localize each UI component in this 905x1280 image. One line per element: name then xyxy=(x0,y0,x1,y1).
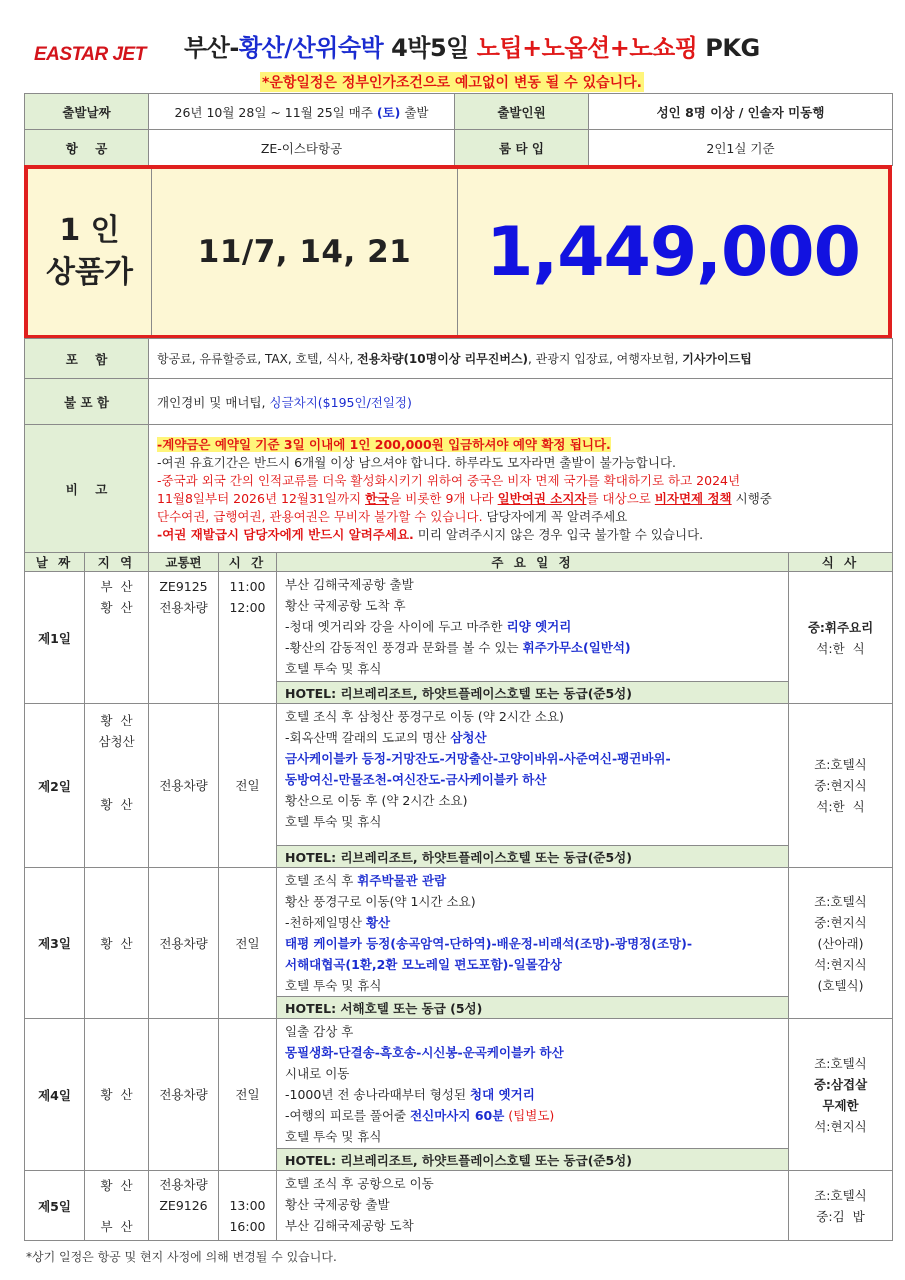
airline-value: ZE-이스타항공 xyxy=(149,130,455,166)
itinerary-line: 호텔 투숙 및 휴식 xyxy=(285,978,382,993)
excludes-label: 불 포 함 xyxy=(25,379,149,425)
price-dates: 11/7, 14, 21 xyxy=(152,169,458,335)
time: 16:00 xyxy=(229,1219,266,1234)
depart-weekday: (토) xyxy=(376,104,401,120)
itinerary-highlight: 동방여신-만물조천-여신잔도-금사케이블카 하산 xyxy=(285,772,547,787)
itinerary-highlight: 청대 옛거리 xyxy=(470,1087,535,1102)
schedule-table xyxy=(24,552,893,1241)
itinerary-highlight: 휘주가무소(일반석) xyxy=(522,640,631,655)
time: 12:00 xyxy=(229,600,266,615)
day5-region xyxy=(85,1171,149,1241)
itinerary-line: 부산 김해국제공항 도착 xyxy=(285,1218,414,1233)
itinerary-highlight: 리양 옛거리 xyxy=(506,619,572,634)
meal: 석:현지식 xyxy=(814,956,867,972)
depart-suffix: 출발 xyxy=(400,104,429,120)
remark-passport-types: 단수여권, 급행여권, 관용여권은 무비자 불가할 수 있습니다. xyxy=(157,508,483,524)
itinerary-line: 호텔 투숙 및 휴식 xyxy=(285,1129,382,1144)
remarks-label: 비 고 xyxy=(25,425,149,553)
includes-text-d: 기사가이드팁 xyxy=(682,352,752,366)
logo-text: EASTAR JET xyxy=(34,44,146,65)
day2-label: 제2일 xyxy=(25,704,85,868)
day1-label: 제1일 xyxy=(25,572,85,704)
day5-label: 제5일 xyxy=(25,1171,85,1241)
remarks-value xyxy=(149,425,893,553)
col-meal: 식 사 xyxy=(789,553,893,572)
itinerary-highlight: 태평 케이블카 등정(송곡암역-단하역)-배운정-비래석(조망)-광명정(조망)- xyxy=(285,936,693,951)
day3-transport: 전용차량 xyxy=(149,868,219,1019)
region: 부 산 xyxy=(100,579,133,594)
remark-visa-policy: 비자면제 정책 xyxy=(654,490,732,506)
day2-row xyxy=(25,704,893,846)
vehicle: 전용차량 xyxy=(159,600,208,615)
page-title xyxy=(184,28,760,63)
itinerary-line: 황산 풍경구로 이동(약 1시간 소요) xyxy=(285,894,476,909)
day1-itinerary xyxy=(277,572,789,682)
excludes-single-charge: 싱글차지($195인/전일정) xyxy=(269,394,412,410)
meal: 조:호텔식 xyxy=(814,1187,867,1203)
time: 11:00 xyxy=(229,579,266,594)
day3-hotel: HOTEL: 서해호텔 또는 동급 (5성) xyxy=(277,997,789,1019)
remark-visa-period: 11월8일부터 2026년 12월31일까지 xyxy=(157,490,366,506)
region: 황 산 xyxy=(100,713,133,728)
day4-row xyxy=(25,1019,893,1149)
includes-text-b: 전용차량(10명이상 리무진버스) xyxy=(357,352,529,366)
day1-region xyxy=(85,572,149,704)
col-time: 시 간 xyxy=(219,553,277,572)
meal: (호텔식) xyxy=(817,977,864,993)
day4-region: 황 산 xyxy=(85,1019,149,1171)
excludes-value xyxy=(149,379,893,425)
day2-transport: 전용차량 xyxy=(149,704,219,868)
itinerary-line: 황산으로 이동 후 (약 2시간 소요) xyxy=(285,793,468,808)
region: 황 산 xyxy=(100,600,133,615)
remark-target: 를 대상으로 xyxy=(586,490,655,506)
itinerary-tip-note: (팁별도) xyxy=(504,1108,555,1123)
itinerary-line: 호텔 조식 후 삼청산 풍경구로 이동 (약 2시간 소요) xyxy=(285,709,564,724)
title-no-options: 노팁+노옵션+노쇼핑 xyxy=(476,34,698,62)
day5-row xyxy=(25,1171,893,1241)
remark-passport-holders: 일반여권 소지자 xyxy=(497,490,587,506)
price-label xyxy=(28,169,152,335)
itinerary-line: -천하제일명산 xyxy=(285,915,366,930)
col-date: 날 짜 xyxy=(25,553,85,572)
day3-row xyxy=(25,868,893,997)
itinerary-line: 일출 감상 후 xyxy=(285,1024,354,1039)
title-days: 4박5일 xyxy=(383,34,477,62)
col-region: 지 역 xyxy=(85,553,149,572)
day2-itinerary xyxy=(277,704,789,846)
region: 삼청산 xyxy=(98,734,135,749)
room-label: 룸 타 입 xyxy=(455,130,589,166)
meal: 석:현지식 xyxy=(814,1118,867,1134)
day3-time: 전일 xyxy=(219,868,277,1019)
day4-label: 제4일 xyxy=(25,1019,85,1171)
remark-nine-countries: 을 비롯한 9개 나라 xyxy=(389,490,498,506)
col-itinerary: 주 요 일 정 xyxy=(277,553,789,572)
day5-itinerary xyxy=(277,1171,789,1241)
day5-meal xyxy=(789,1171,893,1241)
remark-entry-denied: 미리 알려주시지 않은 경우 입국 불가할 수 있습니다. xyxy=(413,526,704,542)
room-value: 2인1실 기준 xyxy=(589,130,893,166)
remark-korea: 한국 xyxy=(365,490,390,506)
depart-value xyxy=(149,94,455,130)
day2-region xyxy=(85,704,149,868)
itinerary-line: -회옥산맥 갈래의 도교의 명산 xyxy=(285,730,451,745)
col-transport: 교통편 xyxy=(149,553,219,572)
price-amount: 1,449,000 xyxy=(458,169,888,335)
people-label: 출발인원 xyxy=(455,94,589,130)
price-label-line1: 1 인 xyxy=(59,213,120,248)
includes-text-a: 항공료, 유류할증료, TAX, 호텔, 식사, xyxy=(157,352,358,366)
itinerary-line: 호텔 투숙 및 휴식 xyxy=(285,661,382,676)
meal: 조:호텔식 xyxy=(814,893,867,909)
day1-time xyxy=(219,572,277,704)
day1-meal xyxy=(789,572,893,704)
depart-dates: 26년 10월 28일 ~ 11월 25일 매주 xyxy=(174,104,377,120)
region: 부 산 xyxy=(100,1218,133,1234)
includes-value xyxy=(149,339,893,379)
itinerary-line: 호텔 조식 후 xyxy=(285,873,358,888)
itinerary-line: 황산 국제공항 출발 xyxy=(285,1197,390,1212)
itinerary-line: 황산 국제공항 도착 후 xyxy=(285,598,406,613)
meal: 석:한 식 xyxy=(816,799,865,814)
meal: 중:삼겹살 xyxy=(813,1076,868,1092)
meal: 중:김 밥 xyxy=(816,1208,865,1224)
remark-visa-free: -중국과 외국 간의 인적교류를 더욱 활성화시키기 위하여 중국은 비자 면제 국가를 확대하기로 하고 2024년 xyxy=(157,472,741,488)
day4-hotel: HOTEL: 리브레리조트, 하얏트플레이스호텔 또는 동급(준5성) xyxy=(277,1149,789,1171)
terms-table xyxy=(24,338,893,553)
day3-label: 제3일 xyxy=(25,868,85,1019)
itinerary-line: -청대 옛거리와 강을 사이에 두고 마주한 xyxy=(285,619,507,634)
itinerary-highlight: 서해대협곡(1환,2환 모노레일 편도포함)-일몰감상 xyxy=(285,957,562,972)
itinerary-line: 호텔 투숙 및 휴식 xyxy=(285,814,382,829)
itinerary-highlight: 전신마사지 60분 xyxy=(410,1108,505,1123)
meal: (산아래) xyxy=(817,935,864,951)
title-pkg: PKG xyxy=(697,34,760,62)
itinerary-highlight: 금사케이블카 등정-거망잔도-거망출산-고양이바위-사준여신-팽귄바위- xyxy=(285,751,671,766)
price-label-line2: 상품가 xyxy=(46,255,133,290)
day3-region: 황 산 xyxy=(85,868,149,1019)
airline-label: 항 공 xyxy=(25,130,149,166)
itinerary-line: 호텔 조식 후 공항으로 이동 xyxy=(285,1176,434,1191)
day4-transport: 전용차량 xyxy=(149,1019,219,1171)
includes-text-c: , 관광지 입장료, 여행자보험, xyxy=(528,352,683,366)
remark-in-effect: 시행중 xyxy=(731,490,772,506)
includes-label: 포 함 xyxy=(25,339,149,379)
day4-time: 전일 xyxy=(219,1019,277,1171)
itinerary-highlight: 몽필생화-단결송-흑호송-시신봉-운곡케이블카 하산 xyxy=(285,1045,564,1060)
flight-number: ZE9125 xyxy=(159,579,208,594)
eastar-jet-logo xyxy=(34,44,152,74)
day2-meal xyxy=(789,704,893,868)
itinerary-highlight: 휘주박물관 관람 xyxy=(357,873,447,888)
day5-time xyxy=(219,1171,277,1241)
price-box xyxy=(24,165,892,339)
remark-reissue: -여권 재발급시 담당자에게 반드시 알려주세요. xyxy=(157,526,414,542)
meal: 무제한 xyxy=(822,1097,859,1113)
title-prefix: 부산- xyxy=(184,34,239,62)
meal: 조:호텔식 xyxy=(814,1055,867,1071)
excludes-text-a: 개인경비 및 매너팁, xyxy=(157,394,270,410)
meal: 석:한 식 xyxy=(816,640,865,656)
day1-hotel: HOTEL: 리브레리조트, 하얏트플레이스호텔 또는 동급(준5성) xyxy=(277,682,789,704)
remark-tell-agent: 담당자에게 꼭 알려주세요 xyxy=(482,508,628,524)
title-destination: 황산/산위숙박 xyxy=(238,34,384,62)
meal: 중:현지식 xyxy=(814,914,867,930)
day4-itinerary xyxy=(277,1019,789,1149)
remark-deposit: -계약금은 예약일 기준 3일 이내에 1인 200,000원 입금하셔야 예약 확정 됩니다. xyxy=(157,436,611,452)
itinerary-line: -여행의 피로를 풀어줄 xyxy=(285,1108,411,1123)
flight-number: ZE9126 xyxy=(159,1198,208,1213)
day5-transport xyxy=(149,1171,219,1241)
schedule-notice: *운항일정은 정부인가조건으로 예고없이 변동 될 수 있습니다. xyxy=(260,72,644,92)
depart-label: 출발날짜 xyxy=(25,94,149,130)
itinerary-highlight: 삼청산 xyxy=(450,730,487,745)
footnote: *상기 일정은 항공 및 현지 사정에 의해 변경될 수 있습니다. xyxy=(26,1250,337,1264)
day3-itinerary xyxy=(277,868,789,997)
itinerary-highlight: 황산 xyxy=(365,915,391,930)
itinerary-line: -황산의 감동적인 풍경과 문화를 볼 수 있는 xyxy=(285,640,523,655)
remark-passport-validity: -여권 유효기간은 반드시 6개월 이상 남으셔야 합니다. 하루라도 모자라면 출발이 불가능합니다. xyxy=(157,454,676,470)
region: 황 산 xyxy=(100,1177,133,1193)
day1-transport xyxy=(149,572,219,704)
day2-hotel: HOTEL: 리브레리조트, 하얏트플레이스호텔 또는 동급(준5성) xyxy=(277,846,789,868)
day2-time: 전일 xyxy=(219,704,277,868)
region: 황 산 xyxy=(100,797,133,812)
meal: 중:현지식 xyxy=(814,778,867,793)
time: 13:00 xyxy=(229,1198,266,1213)
itinerary-line: 시내로 이동 xyxy=(285,1066,350,1081)
itinerary-line: 부산 김해국제공항 출발 xyxy=(285,577,414,592)
info-table xyxy=(24,93,893,166)
meal: 조:호텔식 xyxy=(814,757,867,772)
vehicle: 전용차량 xyxy=(159,1177,208,1192)
itinerary-line: -1000년 전 송나라때부터 형성된 xyxy=(285,1087,471,1102)
meal: 중:휘주요리 xyxy=(807,619,874,635)
day1-row xyxy=(25,572,893,682)
day3-meal xyxy=(789,868,893,1019)
people-value: 성인 8명 이상 / 인솔자 미동행 xyxy=(589,94,893,130)
day4-meal xyxy=(789,1019,893,1171)
